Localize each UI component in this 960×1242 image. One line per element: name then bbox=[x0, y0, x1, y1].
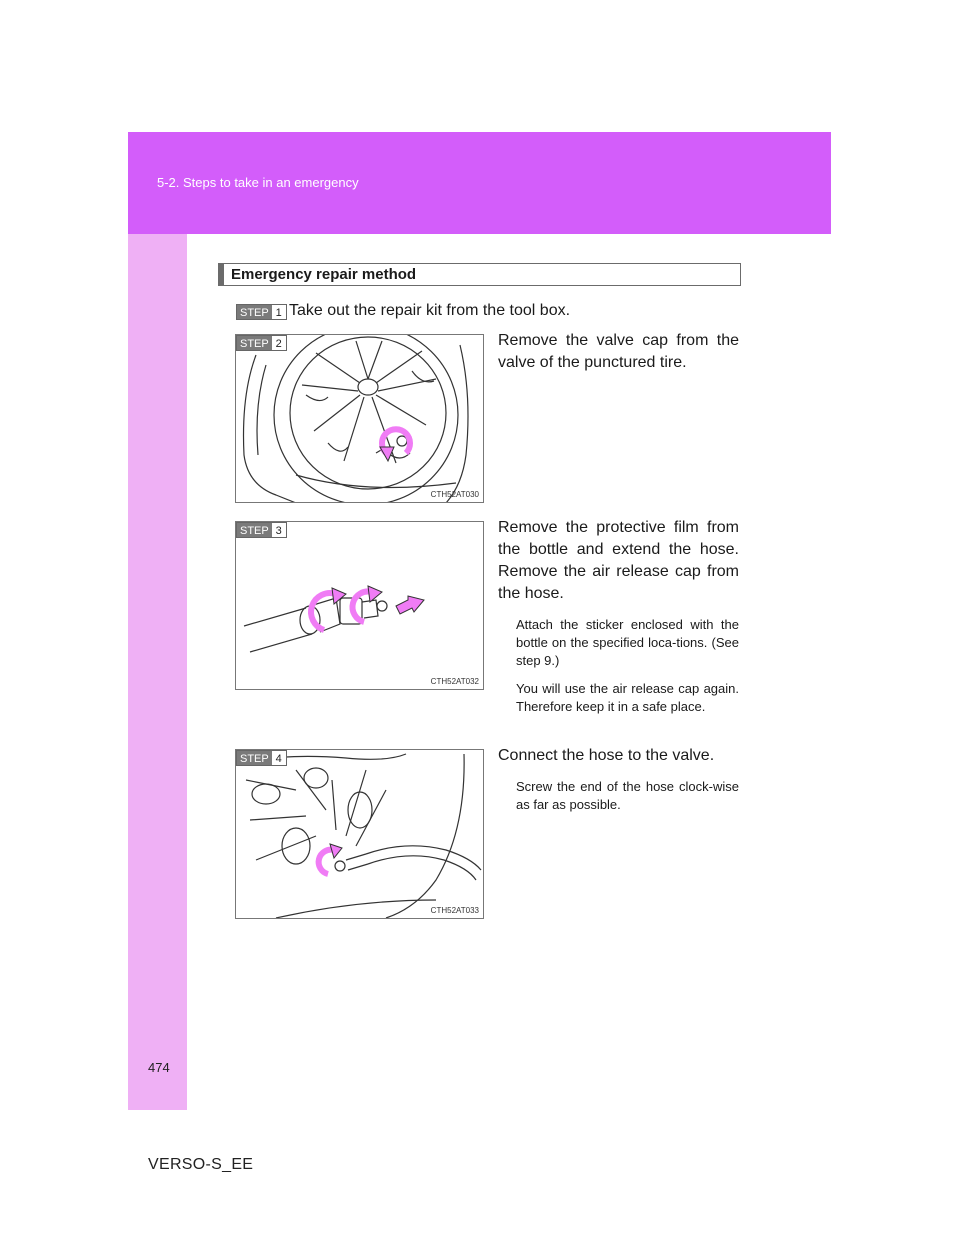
step-badge-number: 2 bbox=[272, 336, 286, 350]
step-badge-2 bbox=[236, 335, 287, 351]
step-badge-number: 3 bbox=[272, 523, 286, 537]
step-badge-word: STEP bbox=[237, 523, 272, 537]
step-3-note-2: You will use the air release cap again. Therefore keep it in a safe place. bbox=[516, 681, 739, 714]
step-badge-4 bbox=[236, 750, 287, 766]
step-2-text: Remove the valve cap from the valve of the punctured tire. bbox=[498, 332, 739, 371]
figure-step-3 bbox=[235, 521, 484, 690]
section-header: 5-2. Steps to take in an emergency bbox=[157, 175, 359, 190]
hose-to-valve-illustration bbox=[236, 750, 484, 919]
step-badge-word: STEP bbox=[237, 336, 272, 350]
step-badge-number: 4 bbox=[272, 751, 286, 765]
figure-code: CTH52AT033 bbox=[430, 906, 479, 915]
section-title: Emergency repair method bbox=[218, 263, 741, 286]
figure-step-2 bbox=[235, 334, 484, 503]
page-number: 474 bbox=[148, 1060, 170, 1075]
pull-arrow-icon bbox=[396, 596, 424, 614]
footer-code: VERSO-S_EE bbox=[148, 1156, 254, 1173]
hose-cap-illustration bbox=[236, 522, 484, 690]
figure-step-4 bbox=[235, 749, 484, 919]
step-3-text: Remove the protective film from the bottle and extend the hose. Remove the air release cap from the hose. bbox=[498, 519, 739, 602]
step-badge-word: STEP bbox=[237, 751, 272, 765]
step-badge-word: STEP bbox=[237, 305, 272, 319]
step-4-note-1: Screw the end of the hose clock-wise as far as possible. bbox=[516, 779, 739, 812]
step-badge-3 bbox=[236, 522, 287, 538]
step-1-text: Take out the repair kit from the tool box. bbox=[289, 302, 571, 319]
step-3-note-1: Attach the sticker enclosed with the bottle on the specified loca-tions. (See step 9.) bbox=[516, 617, 739, 668]
figure-code: CTH52AT030 bbox=[430, 490, 479, 499]
wheel-valve-cap-illustration bbox=[236, 335, 484, 503]
step-badge-1 bbox=[236, 304, 287, 320]
sidebar-tab bbox=[128, 132, 187, 1110]
rotate-arrow-icon bbox=[319, 850, 334, 874]
figure-code: CTH52AT032 bbox=[430, 677, 479, 686]
step-4-text: Connect the hose to the valve. bbox=[498, 747, 715, 764]
step-badge-number: 1 bbox=[272, 305, 286, 319]
